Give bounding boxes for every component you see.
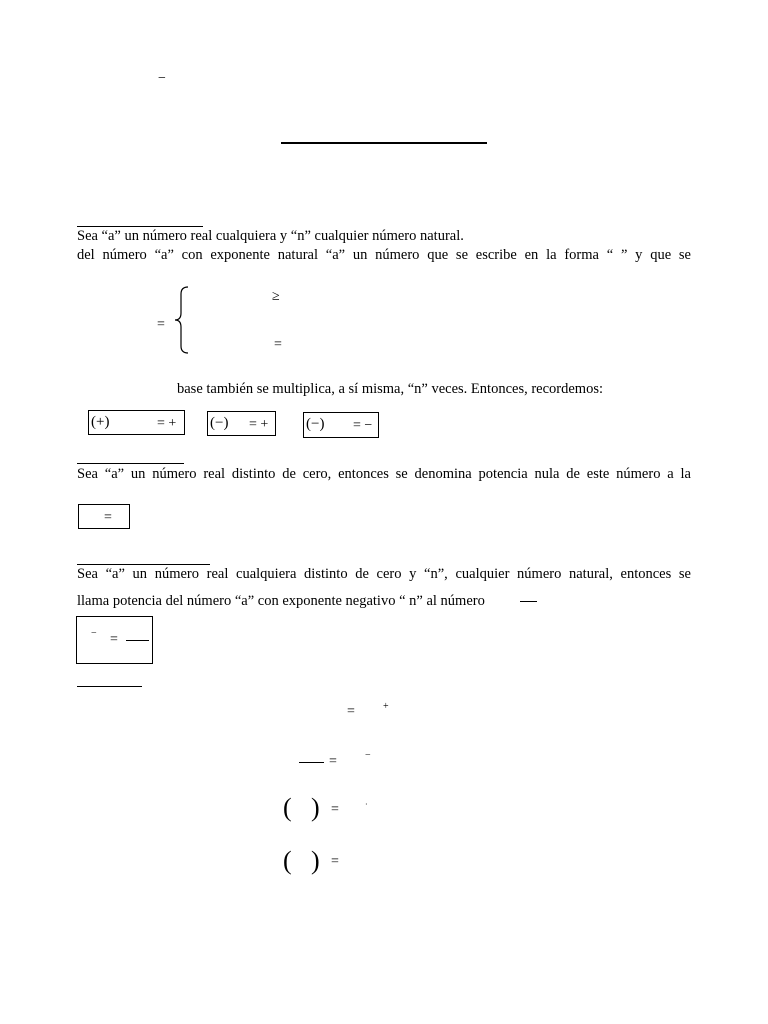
- section2-line1: Sea “a” un número real distinto de cero, entonces se denomina potencia nula de este número a la: [77, 466, 691, 482]
- property3-close-paren: ): [311, 793, 320, 822]
- property3-dot: ·: [365, 800, 368, 809]
- sign-rule-box-positive: [88, 410, 185, 435]
- property4-close-paren: ): [311, 846, 320, 875]
- sign-result: = +: [157, 416, 177, 431]
- section1-line2: del número “a” con exponente natural “a” un número que se escribe en la forma “ ” y que se: [77, 247, 691, 263]
- property3-equals: =: [331, 802, 339, 817]
- property1-equals: =: [347, 704, 355, 719]
- sign-result: = −: [353, 418, 373, 433]
- property1-plus: +: [383, 701, 389, 712]
- section3-line1: Sea “a” un número real cualquiera distinto de cero y “n”, cualquier número natural, entonces se: [77, 566, 691, 582]
- sign-paren: (+): [91, 414, 110, 430]
- property3-open-paren: (: [283, 793, 292, 822]
- top-minus-mark: −: [158, 71, 166, 86]
- sign-rule-box-negative-even: [207, 411, 276, 436]
- sign-rule-box-negative-odd: [303, 412, 379, 438]
- sign-result: = +: [249, 417, 269, 432]
- left-brace: [173, 286, 191, 354]
- section3-line2: llama potencia del número “a” con exponente negativo “ n” al número: [77, 593, 485, 609]
- negative-exponent-fraction-bar: [126, 640, 149, 641]
- negative-exponent-box: [76, 616, 153, 664]
- negative-exponent-minus: −: [91, 628, 97, 639]
- section1-heading-rule: [77, 226, 203, 227]
- property4-equals: =: [331, 854, 339, 869]
- zero-exponent-box: [78, 504, 130, 529]
- property2-fraction-bar: [299, 762, 324, 763]
- definition-equals: =: [157, 317, 165, 332]
- section1-line3: base también se multiplica, a sí misma, “n” veces. Entonces, recordemos:: [177, 381, 604, 397]
- case-equals: =: [274, 337, 282, 352]
- fraction-bar-inline: [520, 601, 537, 602]
- property2-equals: =: [329, 754, 337, 769]
- section2-heading-rule: [77, 463, 184, 464]
- geq-symbol: ≥: [272, 289, 280, 304]
- property4-open-paren: (: [283, 846, 292, 875]
- negative-exponent-equals: =: [110, 632, 118, 647]
- properties-heading-rule: [77, 686, 142, 687]
- property2-minus: −: [365, 750, 371, 761]
- section3-heading-rule: [77, 564, 210, 565]
- zero-exponent-equals: =: [104, 510, 112, 525]
- section1-line1: Sea “a” un número real cualquiera y “n” cualquier número natural.: [77, 228, 464, 244]
- sign-paren: (−): [306, 416, 325, 432]
- title-rule: [281, 142, 487, 144]
- sign-paren: (−): [210, 415, 229, 431]
